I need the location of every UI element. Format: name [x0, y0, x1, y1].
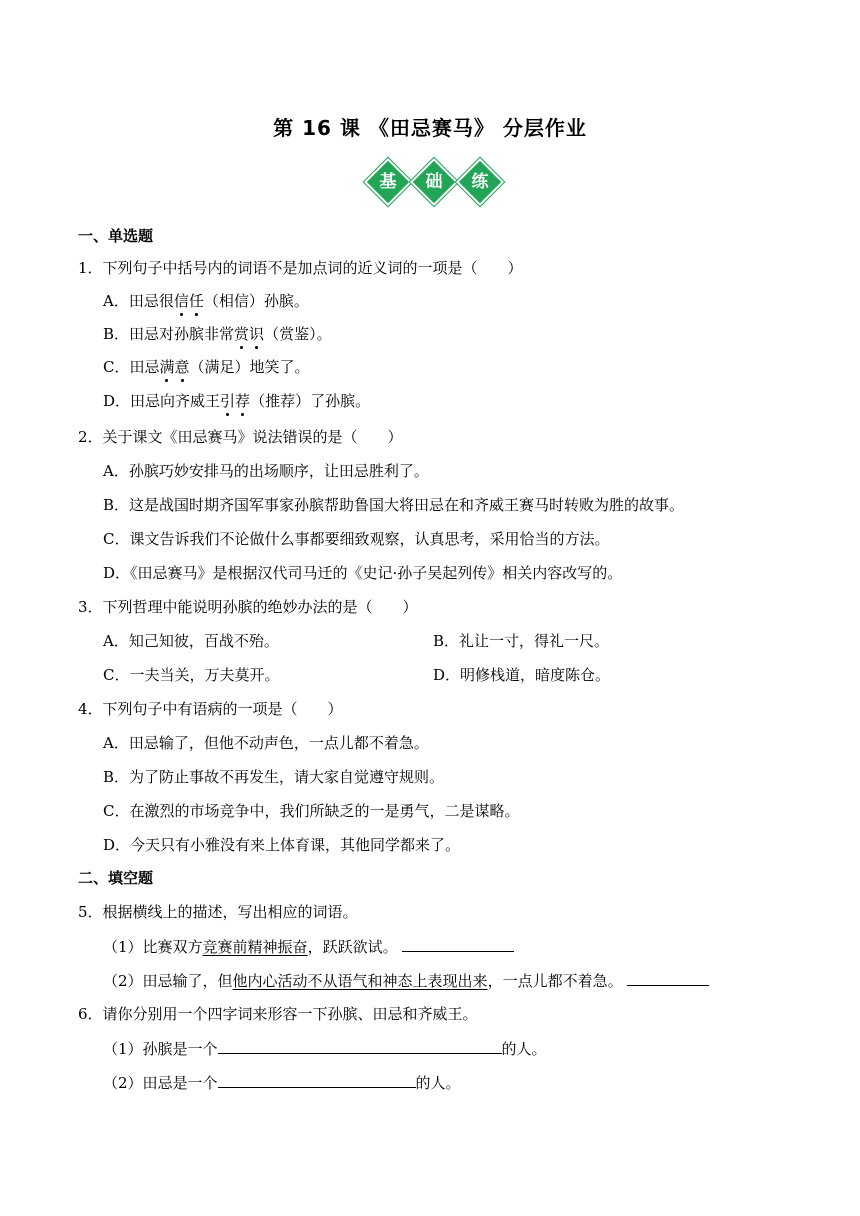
- option-text: （相信）孙膑。: [203, 292, 309, 310]
- badge-lian: [458, 160, 502, 204]
- item-text: （1）比赛双方: [103, 938, 203, 956]
- question-6-item-1: [103, 1037, 547, 1059]
- dotted-char: 引: [220, 392, 236, 410]
- question-4-stem: 4．下列句子中有语病的一项是（ ）: [78, 700, 343, 718]
- question-4-option-c[interactable]: C．在激烈的市场竞争中，我们所缺乏的一是勇气，二是谋略。: [103, 802, 520, 820]
- option-text: D．田忌向齐威王: [103, 392, 221, 410]
- question-1-option-b[interactable]: [103, 323, 332, 344]
- answer-blank[interactable]: [627, 969, 709, 986]
- badge-char: 基: [379, 172, 397, 192]
- question-4-option-a[interactable]: A．田忌输了，但他不动声色，一点儿都不着急。: [103, 734, 429, 752]
- option-text: C．田忌: [103, 358, 160, 376]
- badge-char: 练: [471, 172, 489, 192]
- dotted-char: 信: [173, 292, 189, 310]
- item-text: （2）田忌是一个: [103, 1074, 218, 1092]
- item-text: ，一点儿都不着急。: [487, 972, 623, 990]
- question-2-option-b[interactable]: B．这是战国时期齐国军事家孙膑帮助鲁国大将田忌在和齐威王赛马时转败为胜的故事。: [103, 496, 685, 514]
- dotted-char: 荐: [235, 392, 251, 410]
- question-1-option-d[interactable]: [103, 390, 370, 411]
- question-1-stem: 1．下列句子中括号内的词语不是加点词的近义词的一项是（ ）: [78, 259, 523, 277]
- question-5-item-2: [103, 969, 709, 991]
- item-text: 的人。: [415, 1074, 461, 1092]
- section-badges: [366, 160, 504, 204]
- question-4-option-d[interactable]: D．今天只有小雅没有来上体育课，其他同学都来了。: [103, 836, 461, 854]
- item-text: （2）田忌输了，但: [103, 972, 233, 990]
- dotted-char: 识: [249, 325, 265, 343]
- option-text: B．田忌对孙膑非常: [103, 325, 235, 343]
- item-text: 的人。: [501, 1040, 547, 1058]
- page-title: 第 16 课 《田忌赛马》 分层作业: [273, 116, 587, 140]
- answer-blank[interactable]: [218, 1071, 416, 1088]
- section-heading-single-choice: 一、单选题: [78, 227, 154, 245]
- badge-ji: [366, 160, 410, 204]
- badge-chu: [412, 160, 456, 204]
- dotted-char: 任: [188, 292, 204, 310]
- option-text: （推荐）了孙膑。: [250, 392, 371, 410]
- question-5-item-1: [103, 935, 514, 957]
- option-text: A．田忌很: [103, 292, 174, 310]
- section-heading-fill-in: 二、填空题: [78, 869, 154, 887]
- underlined-description: 竞赛前精神振奋: [202, 938, 308, 956]
- question-1-option-a[interactable]: [103, 290, 309, 311]
- question-4-option-b[interactable]: B．为了防止事故不再发生，请大家自觉遵守规则。: [103, 768, 445, 786]
- question-3-stem: 3．下列哲理中能说明孙膑的绝妙办法的是（ ）: [78, 598, 418, 616]
- dotted-char: 满: [159, 358, 175, 376]
- answer-blank[interactable]: [402, 935, 514, 952]
- question-3-option-c[interactable]: C．一夫当关，万夫莫开。: [103, 666, 280, 684]
- item-text: ，跃跃欲试。: [307, 938, 398, 956]
- question-2-option-d[interactable]: D．《田忌赛马》是根据汉代司马迁的《史记·孙子吴起列传》相关内容改写的。: [103, 564, 623, 582]
- question-3-option-d[interactable]: D．明修栈道，暗度陈仓。: [433, 666, 611, 684]
- underlined-description: 他内心活动不从语气和神态上表现出来: [232, 972, 488, 990]
- question-2-stem: 2．关于课文《田忌赛马》说法错误的是（ ）: [78, 428, 403, 446]
- question-6-stem: 6．请你分别用一个四字词来形容一下孙膑、田忌和齐威王。: [78, 1005, 478, 1023]
- answer-blank[interactable]: [218, 1037, 502, 1054]
- dotted-char: 赏: [234, 325, 250, 343]
- question-6-item-2: [103, 1071, 461, 1093]
- option-text: （满足）地笑了。: [189, 358, 310, 376]
- question-5-stem: 5．根据横线上的描述，写出相应的词语。: [78, 903, 358, 921]
- question-2-option-a[interactable]: A．孙膑巧妙安排马的出场顺序，让田忌胜利了。: [103, 462, 429, 480]
- dotted-char: 意: [174, 358, 190, 376]
- badge-char: 础: [425, 172, 443, 192]
- question-3-option-b[interactable]: B．礼让一寸，得礼一尺。: [433, 632, 610, 650]
- item-text: （1）孙膑是一个: [103, 1040, 218, 1058]
- question-2-option-c[interactable]: C．课文告诉我们不论做什么事都要细致观察，认真思考，采用恰当的方法。: [103, 530, 610, 548]
- question-1-option-c[interactable]: [103, 356, 310, 377]
- question-3-option-a[interactable]: A．知己知彼，百战不殆。: [103, 632, 279, 650]
- option-text: （赏鉴）。: [264, 325, 332, 343]
